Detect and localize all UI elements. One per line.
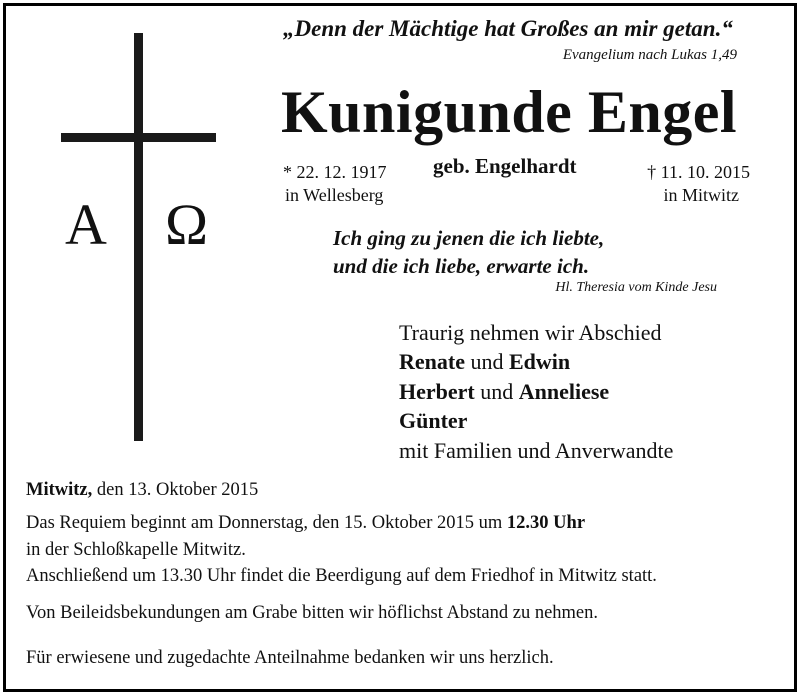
- date: den 13. Oktober 2015: [96, 480, 259, 500]
- bible-quote: „Denn der Mächtige hat Großes an mir getan.“: [283, 16, 733, 41]
- cross-horizontal-beam: [61, 133, 216, 142]
- death-place: in Mitwitz: [663, 185, 739, 205]
- mourners-closing: mit Familien und Anverwandte: [399, 438, 674, 463]
- deceased-name: Kunigunde Engel: [281, 79, 738, 145]
- mourners-intro: Traurig nehmen wir Abschied: [399, 320, 662, 345]
- cross-vertical-beam: [134, 33, 143, 441]
- place: Mitwitz,: [26, 480, 93, 500]
- verse-source: Hl. Theresia vom Kinde Jesu: [555, 280, 717, 295]
- maiden-name: geb. Engelhardt: [433, 154, 577, 178]
- death-date: † 11. 10. 2015: [647, 162, 750, 182]
- burial-info: Anschließend um 13.30 Uhr findet die Beerdigung auf dem Friedhof in Mitwitz statt.: [26, 566, 657, 586]
- mourner-join: und: [480, 379, 514, 404]
- condolences-note: Von Beileidsbekundungen am Grabe bitten wir höflichst Abstand zu nehmen.: [26, 603, 599, 623]
- mourner-join: und: [470, 349, 504, 374]
- birth-date: * 22. 12. 1917: [283, 162, 387, 182]
- birth-place: in Wellesberg: [285, 185, 384, 205]
- mourner-name: Anneliese: [518, 379, 610, 404]
- mourner-name: Edwin: [508, 349, 571, 374]
- mourner-name: Herbert: [399, 379, 475, 404]
- mourner-name: Renate: [399, 349, 465, 374]
- alpha-symbol: A: [65, 192, 107, 257]
- verse-line-2: und die ich liebe, erwarte ich.: [333, 254, 590, 278]
- requiem-info: [26, 513, 585, 534]
- mourners-line-3: Günter: [399, 408, 468, 433]
- requiem-text: Das Requiem beginnt am Donnerstag, den 15. Oktober 2015 um: [26, 513, 503, 533]
- omega-symbol: Ω: [165, 192, 209, 257]
- bible-quote-source: Evangelium nach Lukas 1,49: [562, 47, 737, 63]
- thanks-note: Für erwiesene und zugedachte Anteilnahme bedanken wir uns herzlich.: [26, 648, 554, 668]
- verse-line-1: Ich ging zu jenen die ich liebte,: [333, 226, 605, 250]
- requiem-location: in der Schloßkapelle Mitwitz.: [26, 540, 246, 560]
- mourners-line-2: [399, 381, 609, 403]
- mourners-line-1: [399, 351, 570, 373]
- place-and-date: [26, 480, 258, 501]
- requiem-time: 12.30 Uhr: [506, 513, 586, 533]
